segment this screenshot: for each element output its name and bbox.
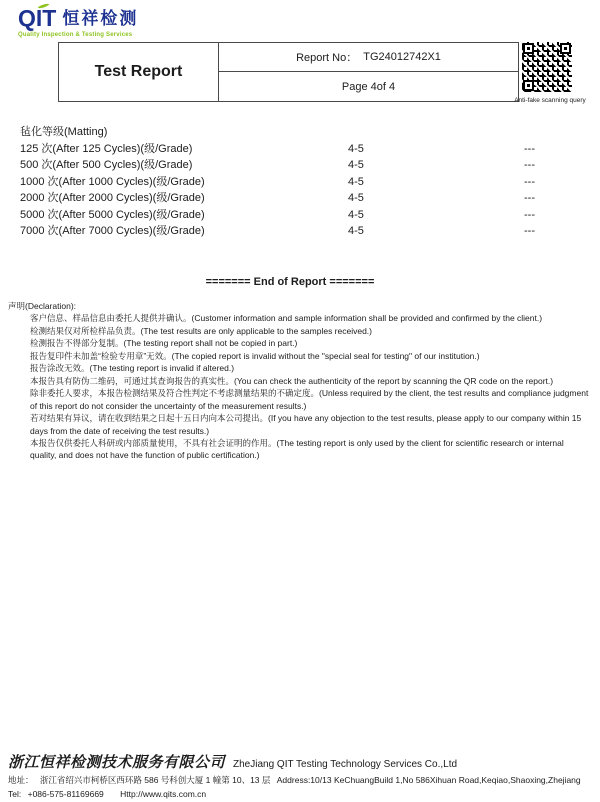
test-limit-value: ---: [524, 159, 535, 172]
declaration-item: 除非委托人要求，本报告检测结果及符合性判定不考虑测量结果的不确定度。(Unless required by the client, the test results and compliance judgment of this report do not consider the uncertainty of the measurement results.): [30, 388, 589, 411]
address-english: Address:10/13 KeChuangBuild 1,No 586Xihuan Road,Keqiao,Shaoxing,Zhejiang: [276, 775, 581, 785]
contact-line: [8, 789, 594, 800]
declaration-item: 若对结果有异议，请在收到结果之日起十五日内向本公司提出。(If you have any objection to the test results, please apply to our company within 15 days from the date of receiving the test results.): [30, 413, 582, 436]
results-section-title: 毡化等级(Matting): [20, 126, 108, 138]
test-result-value: 4-5: [348, 175, 364, 188]
declaration-heading: 声明(Declaration):: [8, 301, 77, 311]
report-number-row: [219, 43, 518, 72]
declaration-item: 报告复印件未加盖“检验专用章”无效。(The copied report is invalid without the "special seal for testing" of our institution.): [30, 350, 480, 361]
table-row: [20, 190, 580, 206]
address-line: [8, 775, 594, 786]
test-item-label: 5000 次(After 5000 Cycles)(级/Grade): [20, 208, 205, 221]
test-result-value: 4-5: [348, 159, 364, 172]
test-item-label: 125 次(After 125 Cycles)(级/Grade): [20, 143, 193, 155]
website-url: Http://www.qits.com.cn: [120, 789, 207, 799]
logo-chinese-name: 恒祥检测: [62, 9, 139, 28]
test-result-value: 4-5: [348, 225, 364, 238]
company-logo: [18, 6, 138, 38]
test-limit-value: ---: [524, 225, 535, 238]
declaration-item: 本报告仅供委托人科研或内部质量使用，不具有社会证明的作用。(The testing report is only used by the client for scientific research or internal quality, and does not have the function of public certification.): [30, 437, 564, 461]
anti-fake-qr-code: [522, 42, 572, 92]
declaration-item: 客户信息、样品信息由委托人提供并确认。(Customer information and sample information shall be provided and confirmed by the client.): [30, 313, 543, 324]
company-name-chinese: 浙江恒祥检测技术服务有限公司: [8, 753, 226, 771]
report-title: Test Report: [59, 43, 219, 101]
results-table: [20, 124, 580, 239]
logo-qit-text: QIT: [18, 5, 57, 31]
declaration-item: 检测报告不得部分复制。(The testing report shall not be copied in part.): [30, 338, 298, 349]
table-row: [20, 207, 580, 223]
qr-finder-icon: [523, 43, 534, 54]
declaration-item: 本报告具有防伪二维码，可通过其查询报告的真实性。(You can check the authenticity of the report by scanning the QR code on the report.): [30, 375, 554, 386]
test-limit-value: ---: [524, 175, 535, 188]
end-of-report-marker: ======= End of Report =======: [205, 276, 375, 288]
qr-finder-icon: [523, 80, 534, 91]
tel-label: Tel:: [8, 789, 22, 799]
address-label: 地址：: [8, 775, 34, 785]
report-number-value: TG24012742X1: [363, 51, 441, 63]
company-name-english: ZheJiang QIT Testing Technology Services Co.,Ltd: [233, 759, 458, 770]
test-result-value: 4-5: [348, 143, 364, 155]
declaration-item: 报告涂改无效。(The testing report is invalid if altered.): [30, 363, 235, 374]
test-result-value: 4-5: [348, 208, 364, 221]
report-footer: [8, 751, 594, 800]
test-item-label: 1000 次(After 1000 Cycles)(级/Grade): [20, 175, 205, 188]
table-row: [20, 223, 580, 239]
test-limit-value: ---: [524, 143, 535, 155]
tel-number: +086-575-81169669: [27, 789, 104, 799]
report-header-table: [58, 42, 519, 102]
test-item-label: 500 次(After 500 Cycles)(级/Grade): [20, 159, 193, 172]
declaration-item: 检测结果仅对所检样品负责。(The test results are only applicable to the samples received.): [30, 325, 373, 336]
declaration-section: [8, 300, 590, 462]
logo-tagline: Quality Inspection & Testing Services: [18, 32, 133, 38]
test-item-label: 2000 次(After 2000 Cycles)(级/Grade): [20, 192, 205, 205]
test-limit-value: ---: [524, 208, 535, 221]
address-chinese: 浙江省绍兴市柯桥区西环路 586 号科创大厦 1 幢第 10、13 层: [39, 775, 271, 785]
table-row: [20, 141, 580, 157]
test-result-value: 4-5: [348, 192, 364, 205]
qr-caption: Anti-fake scanning query: [514, 97, 586, 104]
test-item-label: 7000 次(After 7000 Cycles)(级/Grade): [20, 225, 205, 238]
test-limit-value: ---: [524, 192, 535, 205]
table-row: [20, 174, 580, 190]
page-indicator: Page 4of 4: [341, 80, 396, 93]
table-row: [20, 157, 580, 173]
report-number-label: Report No：: [296, 52, 358, 64]
qr-finder-icon: [560, 43, 571, 54]
